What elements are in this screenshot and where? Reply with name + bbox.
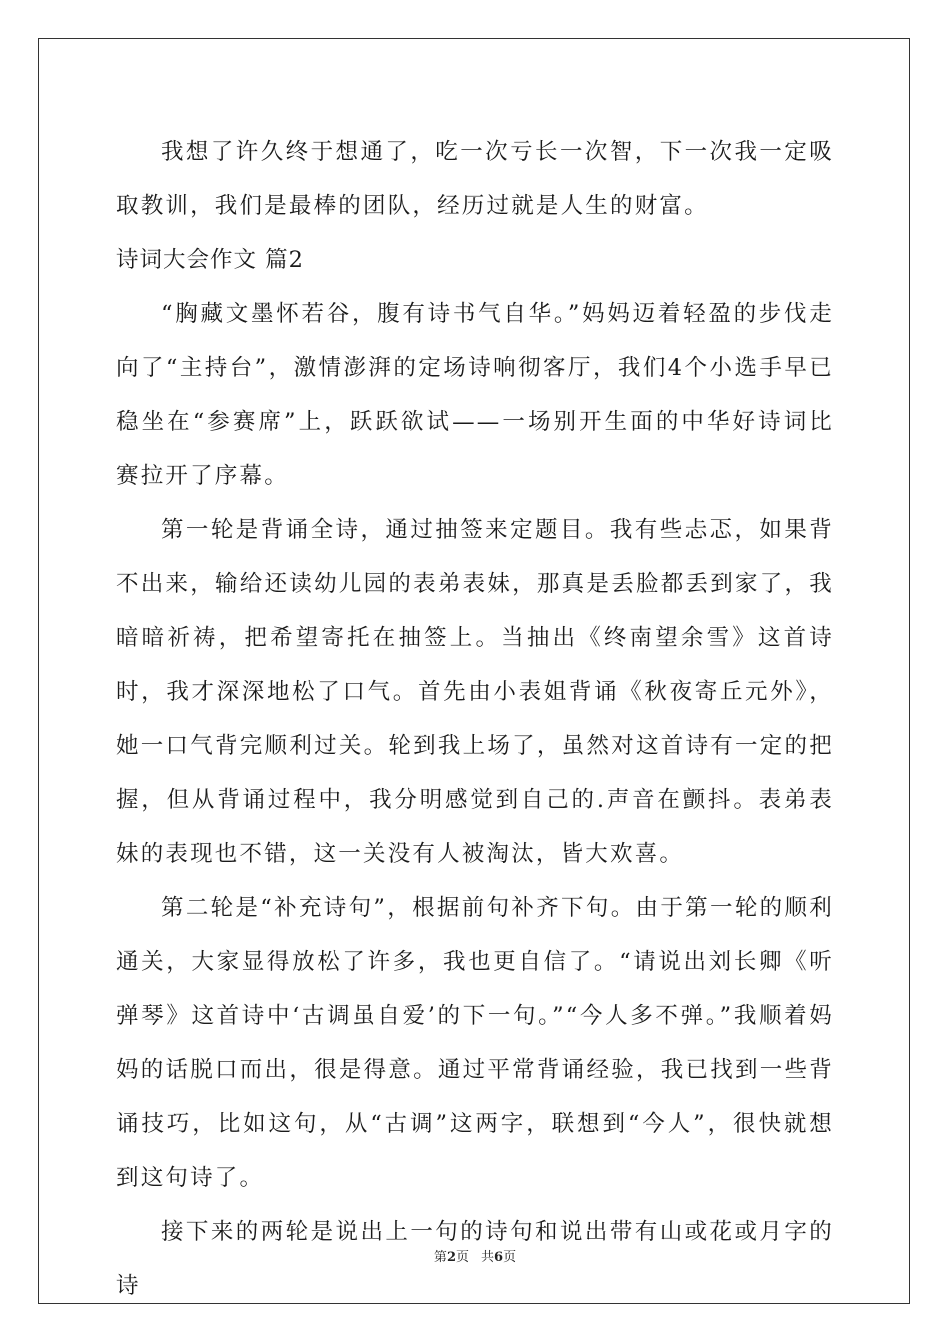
total-page-count: 6 [494, 1250, 504, 1265]
paragraph: 我想了许久终于想通了，吃一次亏长一次智，下一次我一定吸取教训，我们是最棒的团队，经历过就是人生的财富。 [116, 139, 834, 219]
paragraph: “胸藏文墨怀若谷，腹有诗书气自华。”妈妈迈着轻盈的步伐走向了“主持台”，激情澎湃的定场诗响彻客厅，我们4个小选手早已稳坐在“参赛席”上，跃跃欲试——一场别开生面的中华好诗词比赛拉开了序幕。 [116, 301, 834, 489]
paragraph: 接下来的两轮是说出上一句的诗句和说出带有山或花或月字的诗 [116, 1219, 834, 1299]
footer-total-suffix: 页 [503, 1250, 517, 1265]
current-page-number: 2 [446, 1250, 456, 1265]
footer-prefix: 第 [433, 1250, 447, 1265]
paragraph: 第一轮是背诵全诗，通过抽签来定题目。我有些忐忑，如果背不出来，输给还读幼儿园的表弟表妹，那真是丢脸都丢到家了，我暗暗祈祷，把希望寄托在抽签上。当抽出《终南望余雪》这首诗时，我才深深地松了口气。首先由小表姐背诵《秋夜寄丘元外》，她一口气背完顺利过关。轮到我上场了，虽然对这首诗有一定的把握，但从背诵过程中，我分明感觉到自己的.声音在颤抖。表弟表妹的表现也不错，这一关没有人被淘汰，皆大欢喜。 [116, 517, 834, 867]
section-heading: 诗词大会作文 篇2 [116, 247, 304, 273]
document-body [116, 125, 834, 1313]
page-footer [0, 1246, 950, 1265]
footer-page-suffix: 页 [455, 1250, 469, 1265]
footer-total-prefix: 共 [481, 1250, 495, 1265]
paragraph: 第二轮是“补充诗句”，根据前句补齐下句。由于第一轮的顺利通关，大家显得放松了许多，我也更自信了。“请说出刘长卿《听弹琴》这首诗中‘古调虽自爱’的下一句。”“今人多不弹。”我顺着妈妈的话脱口而出，很是得意。通过平常背诵经验，我已找到一些背诵技巧，比如这句，从“古调”这两字，联想到“今人”，很快就想到这句诗了。 [116, 895, 834, 1191]
